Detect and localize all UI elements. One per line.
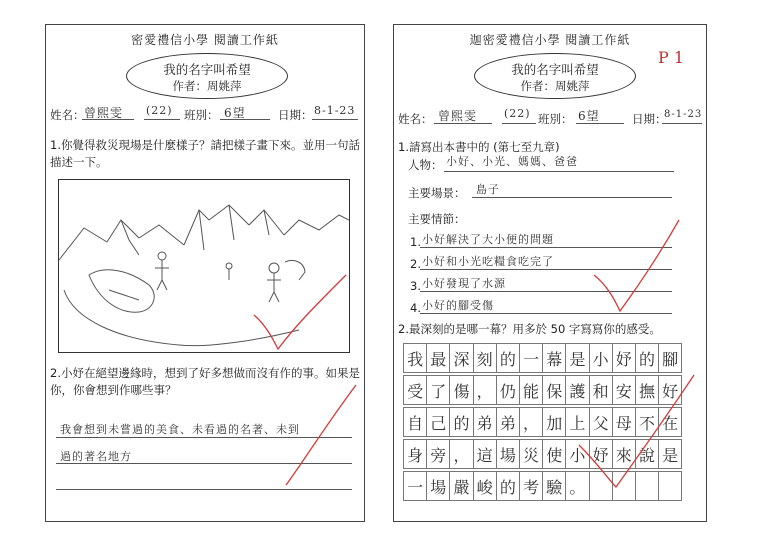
essay-cell: 一 [519, 343, 543, 373]
essay-cell: 場 [496, 439, 520, 469]
author: 作者：周姚萍 [520, 79, 590, 93]
book-title: 我的名字叫希望 [511, 62, 599, 77]
essay-cell: ， [519, 407, 543, 437]
name-label: 姓名： [50, 108, 85, 122]
answer-2-line-1: 我會想到未嘗過的美食、未看過的名著、未到 [60, 423, 300, 436]
essay-cell: 在 [658, 407, 682, 437]
essay-cell: 災 [519, 439, 543, 469]
school-header: 迦密愛禮信小學 閱讀工作紙 [469, 33, 631, 47]
essay-cell: 加 [542, 407, 566, 437]
grading-marks [46, 25, 364, 521]
plot-number: 1. [410, 235, 421, 249]
essay-cell: 和 [589, 375, 613, 405]
essay-cell: 幕 [542, 343, 566, 373]
plot-text: 小好解決了大小便的問題 [422, 233, 554, 246]
essay-cell: 仍 [496, 375, 520, 405]
essay-cell: 妤 [612, 343, 636, 373]
essay-cell: 驗 [542, 471, 566, 501]
essay-cell: 嚴 [449, 471, 473, 501]
essay-cell: 上 [565, 407, 589, 437]
plot-number: 4. [410, 301, 421, 315]
date-label: 日期： [632, 112, 667, 126]
essay-cell: 不 [635, 407, 659, 437]
essay-cell: 這 [473, 439, 497, 469]
essay-cell: 安 [612, 375, 636, 405]
date-label: 日期： [278, 108, 313, 122]
plot-text: 小好發現了水源 [422, 277, 506, 290]
essay-cell: 的 [496, 343, 520, 373]
essay-cell: 。 [565, 471, 589, 501]
essay-cell: 傷 [449, 375, 473, 405]
essay-cell: 使 [542, 439, 566, 469]
essay-cell: 小 [565, 439, 589, 469]
question-1: 1.你覺得救災現場是什麼樣子？請把樣子畫下來。並用一句話描述一下。 [50, 138, 360, 169]
essay-cell: 場 [426, 471, 450, 501]
essay-cell: 母 [612, 407, 636, 437]
essay-cell: 己 [426, 407, 450, 437]
essay-cell: 最 [426, 343, 450, 373]
essay-cell: 能 [519, 375, 543, 405]
name-value: 曾熙雯 [84, 106, 124, 120]
essay-cell: 深 [449, 343, 473, 373]
essay-cell: 旁 [426, 439, 450, 469]
essay-cell: 受 [403, 375, 427, 405]
characters-value: 小好、小光、媽媽、爸爸 [446, 155, 578, 168]
essay-cell: 考 [519, 471, 543, 501]
essay-cell: 一 [403, 471, 427, 501]
essay-cell: 自 [403, 407, 427, 437]
date-value: 8-1-23 [664, 109, 703, 120]
essay-cell: 的 [496, 471, 520, 501]
answer-2-line-2: 過的著名地方 [60, 450, 132, 463]
question-2: 2.最深刻的是哪一幕？用多於 50 字寫寫你的感受。 [398, 322, 661, 336]
class-number: (22) [504, 107, 531, 120]
grading-marks [394, 25, 706, 521]
essay-cell: 刻 [473, 343, 497, 373]
essay-cell: 護 [565, 375, 589, 405]
essay-cell: 是 [565, 343, 589, 373]
essay-cell: 是 [658, 439, 682, 469]
class-number: (22) [146, 104, 173, 117]
teacher-mark: P 1 [658, 48, 685, 67]
question-2: 2.小妤在絕望邊緣時，想到了好多想做而沒有作的事。如果是你，你會想到作哪些事？ [50, 366, 360, 397]
school-header: 密愛禮信小學 閱讀工作紙 [131, 33, 279, 47]
characters-label: 人物： [408, 158, 443, 172]
class-label: 班別： [538, 112, 573, 126]
setting-value: 島子 [476, 183, 500, 196]
date-value: 8-1-23 [314, 104, 356, 117]
essay-cell: 撫 [635, 375, 659, 405]
book-title: 我的名字叫希望 [163, 62, 251, 77]
left-worksheet [45, 24, 365, 522]
essay-cell: 保 [542, 375, 566, 405]
plot-number: 2. [410, 257, 421, 271]
essay-cell: 好 [658, 375, 682, 405]
essay-cell: 來 [612, 439, 636, 469]
plot-text: 小好和小光吃糧食吃完了 [422, 255, 554, 268]
class-label: 班別： [184, 108, 219, 122]
essay-cell: 了 [426, 375, 450, 405]
author: 作者：周姚萍 [172, 79, 242, 93]
essay-cell: 我 [403, 343, 427, 373]
right-worksheet [393, 24, 707, 522]
essay-cell: 的 [449, 407, 473, 437]
essay-cell: 腳 [658, 343, 682, 373]
essay-cell: ， [449, 439, 473, 469]
essay-cell: 妤 [589, 439, 613, 469]
class-value: 6望 [224, 106, 246, 120]
setting-label: 主要場景： [408, 186, 466, 200]
essay-cell: 說 [635, 439, 659, 469]
name-label: 姓名： [398, 112, 433, 126]
essay-cell: 父 [589, 407, 613, 437]
essay-cell: 弟 [496, 407, 520, 437]
essay-cell: 身 [403, 439, 427, 469]
essay-cell: 的 [635, 343, 659, 373]
plot-text: 小好的腳受傷 [422, 299, 494, 312]
name-value: 曾熙雯 [438, 109, 478, 123]
essay-cell: 小 [589, 343, 613, 373]
essay-cell: ， [473, 375, 497, 405]
essay-cell: 弟 [473, 407, 497, 437]
class-value: 6望 [578, 109, 600, 123]
question-1: 1.請寫出本書中的 (第七至九章) [398, 140, 560, 154]
plot-number: 3. [410, 279, 421, 293]
plot-label: 主要情節： [408, 212, 466, 226]
essay-cell: 峻 [473, 471, 497, 501]
